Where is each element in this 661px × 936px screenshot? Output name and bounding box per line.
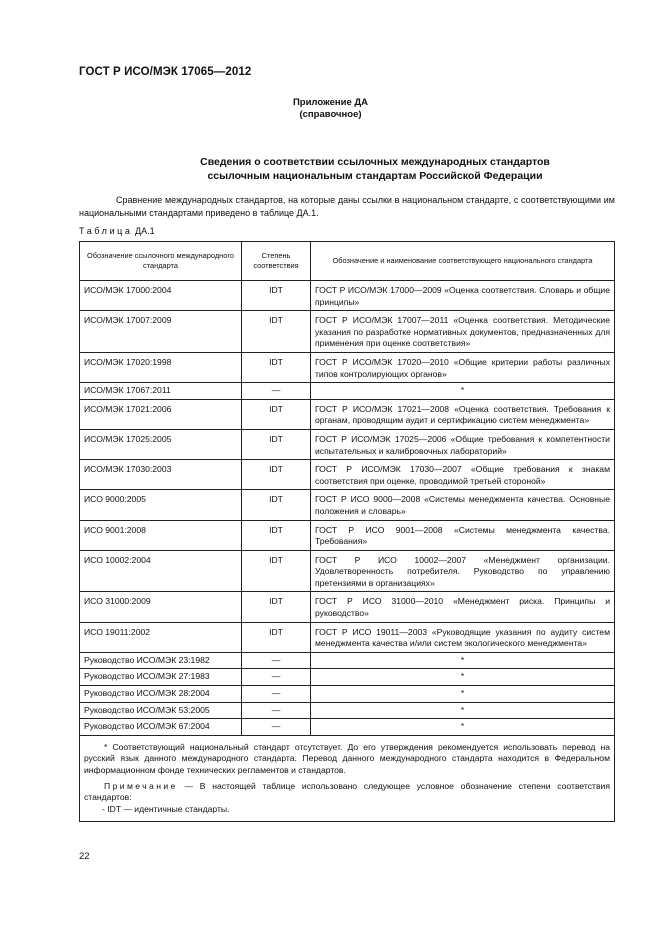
- page-number: 22: [79, 851, 90, 862]
- national-standard-cell: ГОСТ Р ИСО 19011—2003 «Руководящие указания по аудиту систем менеджмента качества и/или систем экологического менеджмента»: [311, 622, 615, 652]
- table-footer: [80, 735, 615, 822]
- intl-standard-cell: ИСО/МЭК 17067:2011: [80, 383, 242, 400]
- intl-standard-cell: Руководство ИСО/МЭК 28:2004: [80, 686, 242, 703]
- table-row: [80, 311, 615, 353]
- degree-cell: IDT: [242, 399, 311, 429]
- national-standard-cell: ГОСТ Р ИСО/МЭК 17000—2009 «Оценка соответствия. Словарь и общие принципы»: [311, 281, 615, 311]
- national-standard-cell: ГОСТ Р ИСО 31000—2010 «Менеджмент риска. Принципы и руководство»: [311, 592, 615, 622]
- intl-standard-cell: ИСО 31000:2009: [80, 592, 242, 622]
- document-header: ГОСТ Р ИСО/МЭК 17065—2012: [79, 66, 252, 78]
- table-row: [80, 719, 615, 736]
- appendix-title: Приложение ДА: [292, 97, 369, 108]
- footnote: * Соответствующий национальный стандарт отсутствует. До его утверждения рекомендуется использовать перевод на русский язык данного международного стандарта. Перевод данного международного стандарта находится в Федеральном информационном фонде технических регламентов и стандартов.: [84, 741, 610, 775]
- header-degree: Степень соответствия: [242, 242, 311, 281]
- intl-standard-cell: ИСО/МЭК 17020:1998: [80, 352, 242, 382]
- intl-standard-cell: ИСО/МЭК 17030:2003: [80, 460, 242, 490]
- degree-cell: —: [242, 652, 311, 669]
- table-row: [80, 460, 615, 490]
- table-row: [80, 592, 615, 622]
- national-standard-cell: ГОСТ Р ИСО 10002—2007 «Менеджмент организации. Удовлетворенность потребителя. Руководство по управлению претензиями в организациях»: [311, 550, 615, 592]
- intl-standard-cell: ИСО 9000:2005: [80, 490, 242, 520]
- national-standard-cell: ГОСТ Р ИСО/МЭК 17021—2008 «Оценка соответствия. Требования к органам, проводящим аудит и сертификацию систем менеджмента»: [311, 399, 615, 429]
- table-row: [80, 652, 615, 669]
- note-text: — В настоящей таблице использовано следующее условное обозначение степени соответствия стандартов:: [84, 780, 610, 803]
- intl-standard-cell: ИСО 10002:2004: [80, 550, 242, 592]
- table-row: [80, 490, 615, 520]
- header-intl-standard: Обозначение ссылочного международного стандарта: [80, 242, 242, 281]
- degree-cell: —: [242, 383, 311, 400]
- degree-cell: IDT: [242, 550, 311, 592]
- section-title-line1: Сведения о соответствии ссылочных международных стандартов: [200, 156, 550, 168]
- degree-cell: IDT: [242, 429, 311, 459]
- table-row: [80, 520, 615, 550]
- degree-cell: IDT: [242, 520, 311, 550]
- table-caption-word: Таблица: [79, 226, 133, 236]
- national-standard-cell: ГОСТ Р ИСО 9001—2008 «Системы менеджмента качества. Требования»: [311, 520, 615, 550]
- degree-cell: —: [242, 719, 311, 736]
- national-standard-cell: ГОСТ Р ИСО/МЭК 17025—2006 «Общие требования к компетентности испытательных и калибровочных лабораторий»: [311, 429, 615, 459]
- correspondence-table: [79, 241, 615, 822]
- intl-standard-cell: ИСО/МЭК 17007:2009: [80, 311, 242, 353]
- appendix-heading: [0, 97, 661, 121]
- table-row: [80, 550, 615, 592]
- intl-standard-cell: ИСО/МЭК 17025:2005: [80, 429, 242, 459]
- national-standard-cell: *: [311, 719, 615, 736]
- intl-standard-cell: ИСО/МЭК 17000:2004: [80, 281, 242, 311]
- table-footer-row: [80, 735, 615, 822]
- note-item: - IDT — идентичные стандарты.: [102, 803, 230, 814]
- table-row: [80, 686, 615, 703]
- degree-cell: IDT: [242, 460, 311, 490]
- degree-cell: —: [242, 702, 311, 719]
- national-standard-cell: ГОСТ Р ИСО/МЭК 17007—2011 «Оценка соответствия. Методические указания по разработке нормативных документов, предназначенных для применения при оценке соответствия»: [311, 311, 615, 353]
- degree-cell: IDT: [242, 490, 311, 520]
- national-standard-cell: *: [311, 702, 615, 719]
- table-caption-number: ДА.1: [135, 226, 155, 236]
- table-row: [80, 622, 615, 652]
- degree-cell: IDT: [242, 311, 311, 353]
- appendix-subtitle: (справочное): [299, 109, 362, 120]
- intl-standard-cell: ИСО 9001:2008: [80, 520, 242, 550]
- national-standard-cell: ГОСТ Р ИСО/МЭК 17030—2007 «Общие требования к знакам соответствия при оценке, проводимой третьей стороной»: [311, 460, 615, 490]
- section-title: [60, 155, 661, 183]
- national-standard-cell: ГОСТ Р ИСО 9000—2008 «Системы менеджмента качества. Основные положения и словарь»: [311, 490, 615, 520]
- table-caption: [79, 226, 155, 236]
- degree-cell: IDT: [242, 352, 311, 382]
- degree-cell: —: [242, 669, 311, 686]
- intl-standard-cell: Руководство ИСО/МЭК 67:2004: [80, 719, 242, 736]
- intl-standard-cell: Руководство ИСО/МЭК 23:1982: [80, 652, 242, 669]
- intl-standard-cell: ИСО/МЭК 17021:2006: [80, 399, 242, 429]
- table-row: [80, 281, 615, 311]
- national-standard-cell: *: [311, 383, 615, 400]
- degree-cell: IDT: [242, 592, 311, 622]
- table-row: [80, 399, 615, 429]
- intl-standard-cell: Руководство ИСО/МЭК 27:1983: [80, 669, 242, 686]
- note-label: Примечание: [104, 780, 178, 791]
- table-row: [80, 352, 615, 382]
- degree-cell: IDT: [242, 281, 311, 311]
- national-standard-cell: *: [311, 669, 615, 686]
- header-national-standard: Обозначение и наименование соответствующего национального стандарта: [311, 242, 615, 281]
- table-row: [80, 429, 615, 459]
- table-row: [80, 383, 615, 400]
- national-standard-cell: ГОСТ Р ИСО/МЭК 17020—2010 «Общие критерии работы различных типов контролирующих органов»: [311, 352, 615, 382]
- intl-standard-cell: ИСО 19011:2002: [80, 622, 242, 652]
- table-row: [80, 669, 615, 686]
- table-row: [80, 702, 615, 719]
- intl-standard-cell: Руководство ИСО/МЭК 53:2005: [80, 702, 242, 719]
- national-standard-cell: *: [311, 652, 615, 669]
- table-body: [80, 281, 615, 736]
- intro-paragraph: Сравнение международных стандартов, на которые даны ссылки в национальном стандарте, с соответствующими им национальными стандартами приведено в таблице ДА.1.: [79, 195, 615, 218]
- degree-cell: —: [242, 686, 311, 703]
- note: [84, 781, 610, 804]
- section-title-line2: ссылочным национальным стандартам Российской Федерации: [207, 170, 543, 182]
- degree-cell: IDT: [242, 622, 311, 652]
- table-header-row: [80, 242, 615, 281]
- national-standard-cell: *: [311, 686, 615, 703]
